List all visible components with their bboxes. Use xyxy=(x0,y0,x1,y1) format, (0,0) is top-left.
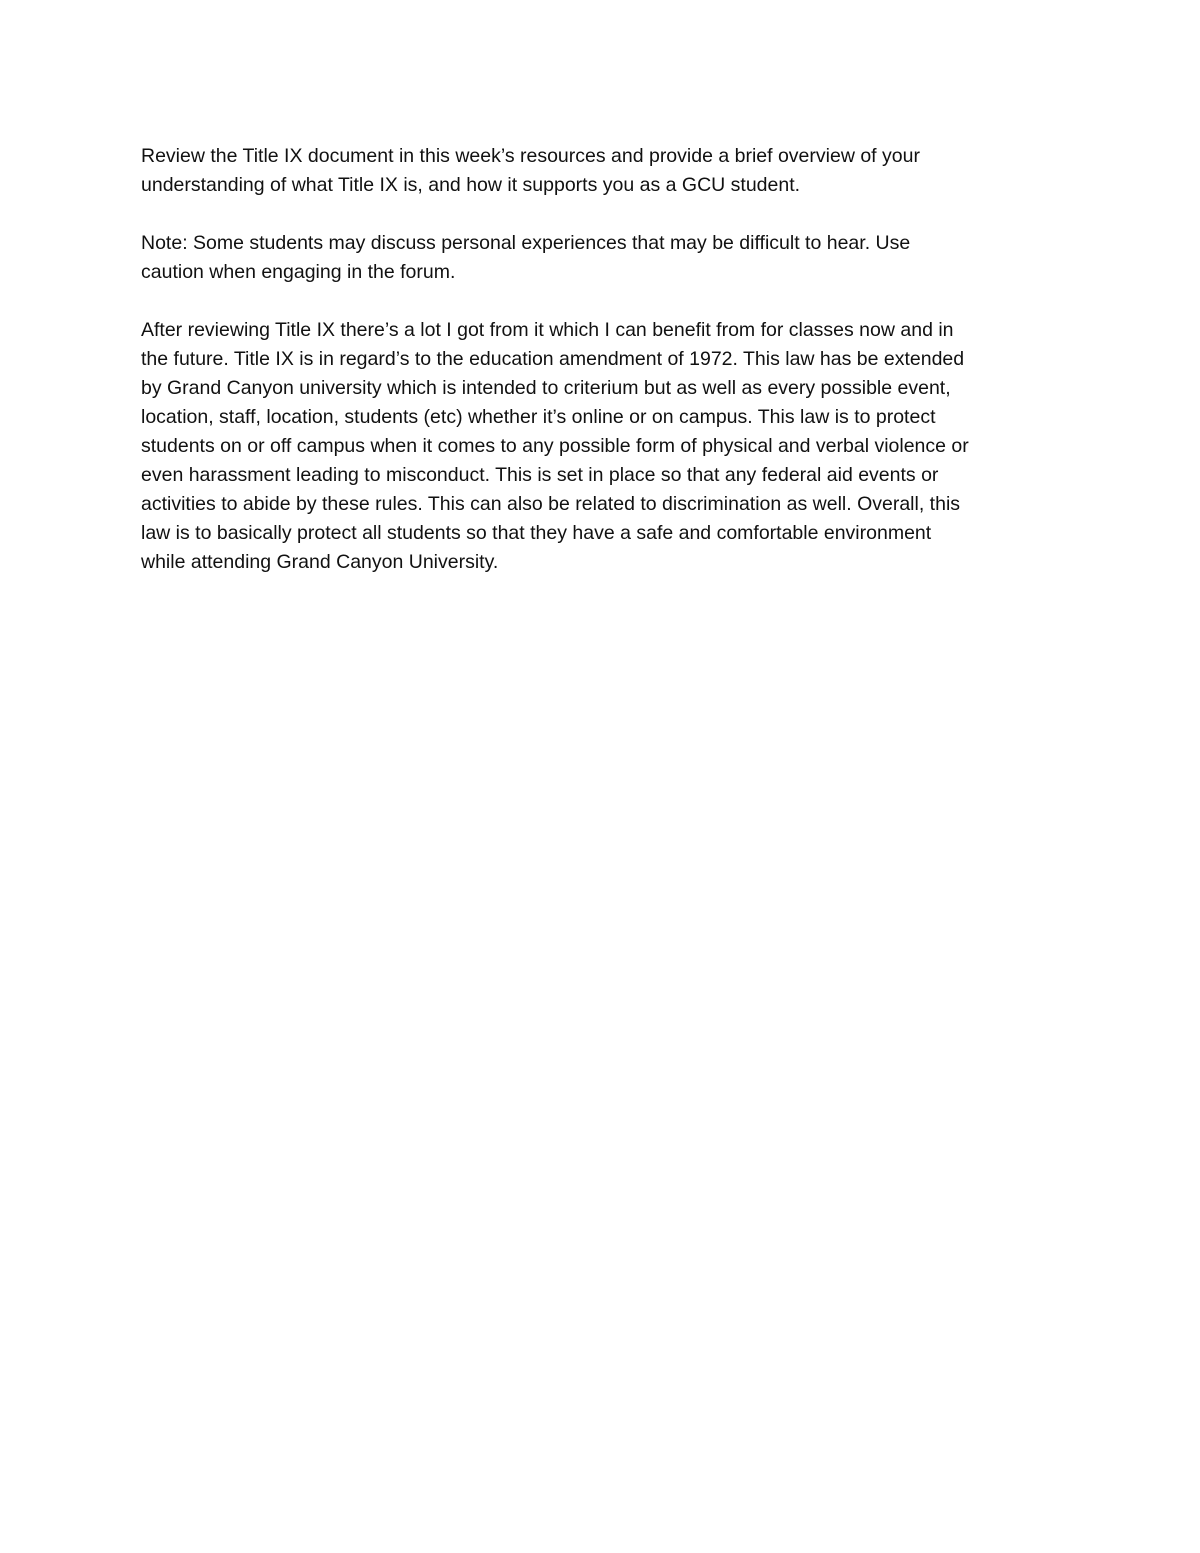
response-paragraph xyxy=(141,316,1066,577)
response-line: activities to abide by these rules. This can also be related to discrimination as well. Overall, this xyxy=(141,493,961,515)
prompt-paragraph xyxy=(141,142,1066,200)
response-line: students on or off campus when it comes to any possible form of physical and verbal violence or xyxy=(141,435,969,457)
prompt-line: understanding of what Title IX is, and how it supports you as a GCU student. xyxy=(141,174,801,196)
document-body xyxy=(141,142,1066,606)
response-line: by Grand Canyon university which is intended to criterium but as well as every possible event, xyxy=(141,377,951,399)
response-line: while attending Grand Canyon University. xyxy=(141,551,499,573)
prompt-line: Review the Title IX document in this week’s resources and provide a brief overview of your xyxy=(141,145,920,167)
note-paragraph xyxy=(141,229,1066,287)
response-line: law is to basically protect all students so that they have a safe and comfortable environment xyxy=(141,522,932,544)
response-line: the future. Title IX is in regard’s to the education amendment of 1972. This law has be extended xyxy=(141,348,965,370)
response-line: even harassment leading to misconduct. This is set in place so that any federal aid events or xyxy=(141,464,939,486)
note-line: Note: Some students may discuss personal experiences that may be difficult to hear. Use xyxy=(141,232,911,254)
note-line: caution when engaging in the forum. xyxy=(141,261,456,283)
response-line: After reviewing Title IX there’s a lot I got from it which I can benefit from for classes now and in xyxy=(141,319,954,341)
response-line: location, staff, location, students (etc) whether it’s online or on campus. This law is to protect xyxy=(141,406,936,428)
